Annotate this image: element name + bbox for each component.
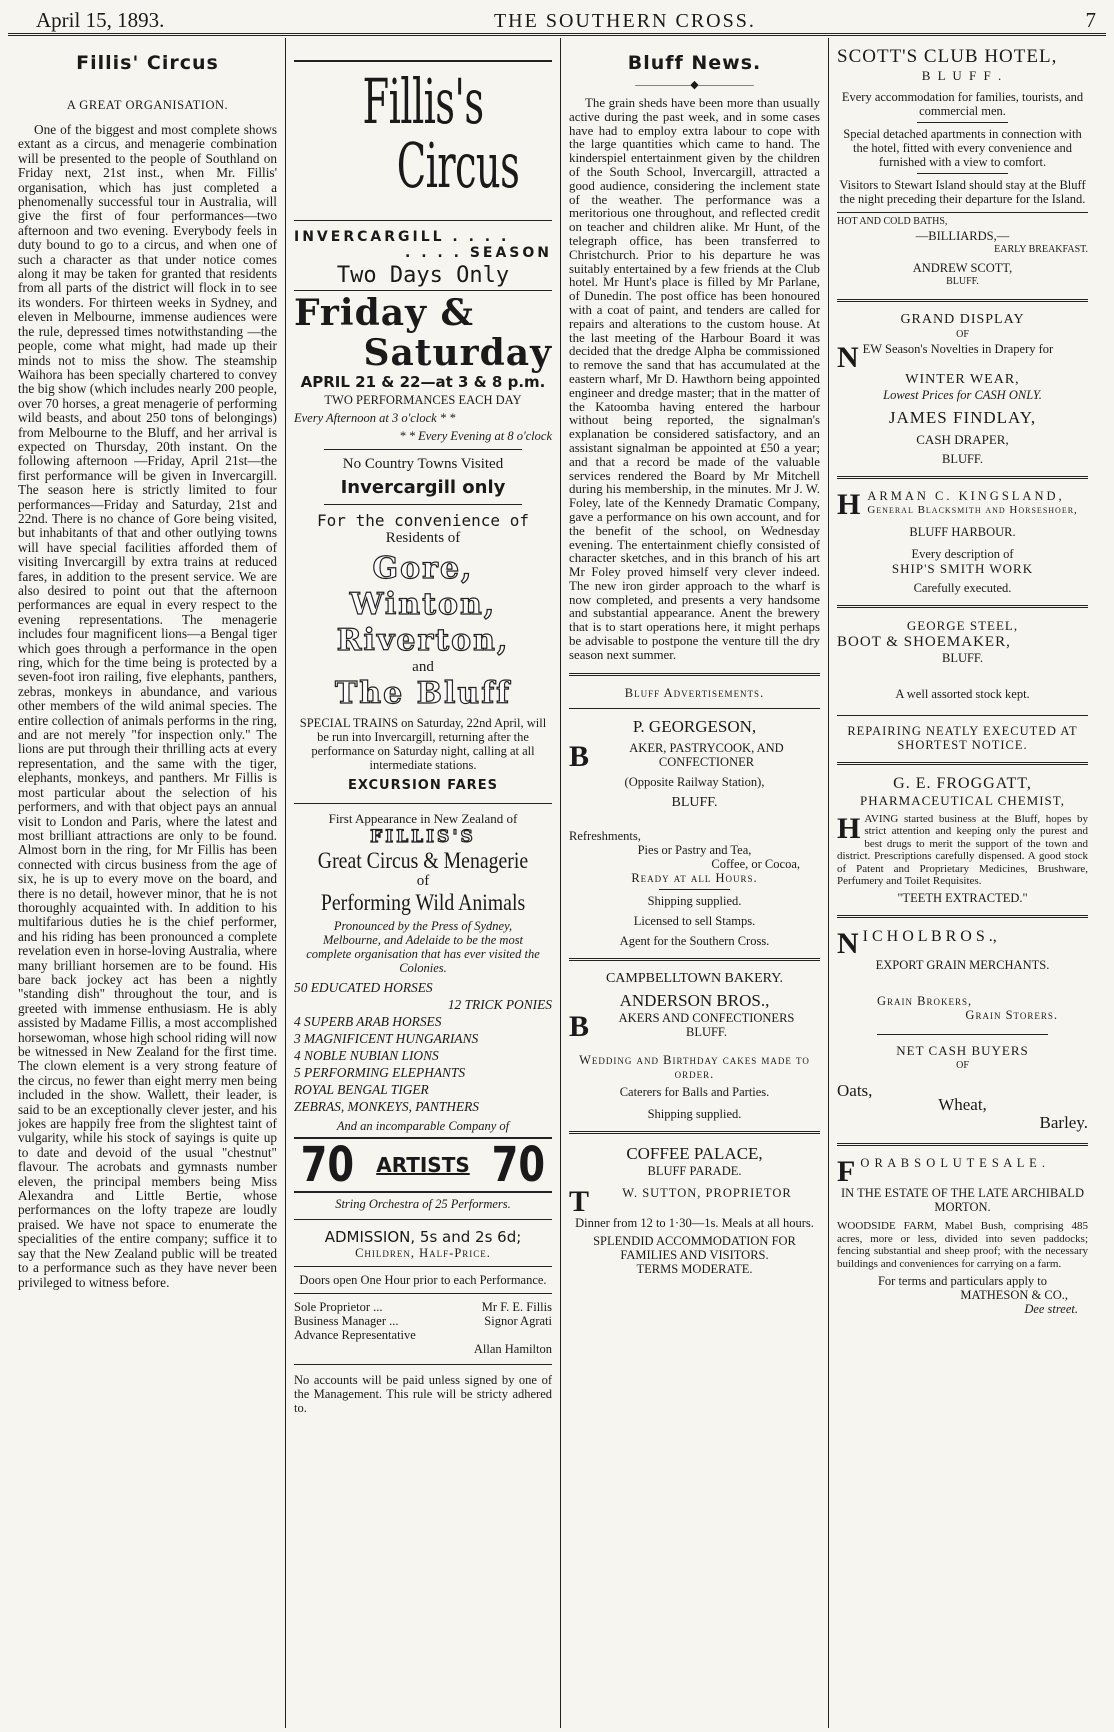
- ad-two-days: Two Days Only: [336, 263, 510, 288]
- bluff-parade: BLUFF PARADE.: [647, 1163, 742, 1178]
- teeth: "TEETH EXTRACTED.": [897, 891, 1028, 906]
- campbelltown: CAMPBELLTOWN BAKERY.: [605, 970, 784, 986]
- scotts-bluff: B L U F F .: [921, 68, 1004, 83]
- ad-seventy-right: 70: [491, 1137, 546, 1193]
- ad-children: Children, Half-Price.: [355, 1246, 491, 1260]
- sole-name: Mr F. E. Fillis: [481, 1300, 552, 1314]
- ad-special-trains: SPECIAL TRAINS on Saturday, 22nd April, will be run into Invercargill, returning after the performance on Saturday night, calling at all intermediate stations.: [299, 716, 547, 772]
- biz-label: Business Manager ...: [294, 1314, 399, 1328]
- terms-moderate: TERMS MODERATE.: [636, 1261, 753, 1276]
- ad-title-fillis: Fillis's: [362, 65, 484, 138]
- grand-of: OF: [956, 329, 969, 340]
- scotts-hotel: SCOTT'S CLUB HOTEL,: [837, 46, 1058, 67]
- james-findlay: JAMES FINDLAY,: [888, 408, 1037, 427]
- baker-dropcap: B: [569, 739, 590, 773]
- column-advertisements: [828, 38, 1096, 1728]
- harman: ARMAN C. KINGSLAND,: [867, 489, 1065, 503]
- sole-label: Sole Proprietor ...: [294, 1300, 383, 1314]
- matheson: MATHESON & CO.,: [960, 1288, 1068, 1303]
- ad-attraction-item: 4 SUPERB ARAB HORSES: [294, 1014, 442, 1029]
- ad-excursion: EXCURSION FARES: [348, 778, 498, 793]
- ad-admission: ADMISSION, 5s and 2s 6d;: [324, 1228, 522, 1246]
- anderson: ANDERSON BROS.,: [619, 990, 770, 1010]
- ad-great-circus: Great Circus & Menagerie: [317, 848, 529, 873]
- column-bluff-news: [560, 38, 828, 1728]
- winter-wear: WINTER WEAR,: [905, 372, 1020, 387]
- oats: Oats,: [837, 1081, 873, 1101]
- ad-sole-proprietor: [294, 1300, 552, 1314]
- ad-accounts: No accounts will be paid unless signed by one of the Management. This rule will be stricty adhered to.: [294, 1373, 552, 1415]
- ad-the-bluff: The Bluff: [334, 676, 512, 711]
- every-desc: Every description of: [911, 547, 1014, 561]
- grain-storers: Grain Storers.: [965, 1008, 1058, 1023]
- ad-incomparable: And an incomparable Company of: [336, 1119, 510, 1133]
- bluff-adv-heading: Bluff Advertisements.: [624, 685, 765, 700]
- georgeson-address: (Opposite Railway Station),: [624, 774, 765, 789]
- woodside: WOODSIDE FARM, Mabel Bush, comprising 485 acres, more or less, divided into seven paddocks; fencing substantial and sheep proof; with the necessary buildings and conveniences for carrying on a farm.: [837, 1220, 1088, 1270]
- ad-business-manager: [294, 1314, 552, 1328]
- ready: Ready at all Hours.: [631, 870, 758, 885]
- scotts-every: Every accommodation for families, tourists, and commercial men.: [841, 90, 1084, 118]
- ad-gore: Gore,: [372, 551, 474, 586]
- net-cash: NET CASH BUYERS: [896, 1043, 1029, 1059]
- ad-attraction-item: 3 MAGNIFICENT HUNGARIANS: [294, 1031, 479, 1046]
- george-steel: GEORGE STEEL,: [906, 618, 1019, 633]
- cash-draper: CASH DRAPER,: [916, 432, 1009, 447]
- scotts-special: Special detached apartments in connection with the hotel, fitted with every convenience and furnished with a view to comfort.: [843, 127, 1082, 169]
- ad-winton: Winton,: [349, 587, 497, 622]
- anderson-bluff: BLUFF.: [685, 1024, 728, 1039]
- masthead: [8, 6, 1106, 36]
- net-of: OF: [956, 1060, 969, 1072]
- ad-fillis: FILLIS'S: [370, 827, 476, 847]
- sutton: W. SUTTON, PROPRIETOR: [622, 1185, 792, 1200]
- shipping: Shipping supplied.: [647, 893, 742, 908]
- anderson-trade: AKERS AND CONFECTIONERS: [618, 1010, 795, 1025]
- ad-attraction-item: 4 NOBLE NUBIAN LIONS: [294, 1048, 439, 1063]
- bluff-news-headline: Bluff News.: [627, 52, 762, 74]
- article-subhead: A GREAT ORGANISATION.: [66, 98, 229, 112]
- ornament: —————◆—————: [635, 79, 754, 91]
- sutton-dropcap: T: [569, 1184, 591, 1218]
- ad-invercargill: INVERCARGILL . . . .: [294, 229, 510, 245]
- ad-dates: APRIL 21 & 22—at 3 & 8 p.m.: [300, 373, 546, 391]
- scotts-billiards: —BILLIARDS,—: [915, 229, 1010, 243]
- bakers-dropcap: B: [569, 1009, 590, 1043]
- new-dropcap: N: [837, 341, 859, 374]
- georgeson-bluff: BLUFF.: [671, 794, 718, 810]
- ad-advance-name: Allan Hamilton: [473, 1342, 552, 1356]
- columns: [10, 38, 1106, 1728]
- estate: IN THE ESTATE OF THE LATE ARCHIBALD MORTON.: [841, 1186, 1084, 1215]
- assorted-stock: A well assorted stock kept.: [895, 687, 1030, 701]
- ships-smith: SHIP'S SMITH WORK: [891, 561, 1034, 576]
- ad-two-performances: TWO PERFORMANCES EACH DAY: [324, 393, 522, 407]
- georgeson-name: P. GEORGESON,: [632, 716, 757, 736]
- export-grain: EXPORT GRAIN MERCHANTS.: [875, 958, 1050, 973]
- general-blacksmith: General Blacksmith and Horseshoer,: [867, 504, 1078, 516]
- ad-attraction-item: ROYAL BENGAL TIGER: [294, 1082, 429, 1097]
- ad-convenience: For the convenience of: [317, 511, 529, 530]
- andrew-bluff: BLUFF.: [946, 276, 979, 287]
- ad-friday: Friday &: [294, 292, 475, 334]
- ad-seventy-left: 70: [300, 1137, 355, 1193]
- ad-saturday: Saturday: [363, 332, 552, 374]
- refreshments: Refreshments,: [569, 828, 641, 843]
- circus-advertisement: [294, 60, 552, 1415]
- ad-invercargill-only: Invercargill only: [340, 477, 506, 498]
- ad-no-country: No Country Towns Visited: [342, 456, 504, 472]
- ad-of: of: [416, 873, 430, 889]
- andrew-scott: ANDREW SCOTT,: [912, 261, 1013, 275]
- issue-date: April 15, 1893.: [36, 8, 165, 32]
- nichol-dropcap: N: [837, 927, 859, 961]
- coffee-palace: COFFEE PALACE,: [626, 1143, 763, 1163]
- terms-apply: For terms and particulars apply to: [877, 1274, 1048, 1289]
- ad-riverton: Riverton,: [336, 623, 510, 658]
- column-fillis-article: [10, 38, 285, 1728]
- grain-brokers: Grain Brokers,: [877, 994, 973, 1009]
- wedding: Wedding and Birthday cakes made to order.: [579, 1052, 810, 1081]
- froggatt-text: AVING started business at the Bluff, hopes by strict attention and keeping only the purest and best drugs to merit the support of the town and district. Prescriptions carefully dispensed. A good stock of Patent and Proprietary Medicines, Brushware, Perfumery and Toilet Requisites.: [837, 813, 1088, 888]
- pies: Pies or Pastry and Tea,: [637, 842, 752, 857]
- ad-attraction-item: 50 EDUCATED HORSES: [294, 980, 433, 995]
- shipping2: Shipping supplied.: [647, 1106, 742, 1121]
- boot-shoemaker: BOOT & SHOEMAKER,: [837, 634, 1011, 650]
- forsale: O R A B S O L U T E S A L E .: [860, 1156, 1046, 1171]
- ad-doors: Doors open One Hour prior to each Performance.: [299, 1273, 547, 1287]
- georgeson-trade: AKER, PASTRYCOOK, AND CONFECTIONER: [629, 740, 784, 769]
- ad-pronounced: Pronounced by the Press of Sydney, Melbourne, and Adelaide to be the most complete organisation that has ever visited the Colonies.: [306, 919, 540, 975]
- lowest-prices: Lowest Prices for CASH ONLY.: [883, 388, 1042, 402]
- chemist: PHARMACEUTICAL CHEMIST,: [859, 793, 1065, 808]
- dinner: Dinner from 12 to 1·30—1s. Meals at all hours.: [575, 1215, 814, 1230]
- scotts-baths: HOT AND COLD BATHS,: [837, 216, 948, 227]
- new-season: EW Season's Novelties in Drapery for: [862, 342, 1054, 356]
- ad-evening: * * Every Evening at 8 o'clock: [399, 429, 552, 443]
- findlay-bluff: BLUFF.: [941, 452, 984, 466]
- article-headline: Fillis' Circus: [76, 52, 219, 74]
- repairing: REPAIRING NEATLY EXECUTED AT SHORTEST NOTICE.: [847, 724, 1078, 752]
- barley: Barley.: [1039, 1113, 1088, 1133]
- ad-performing: Performing Wild Animals: [320, 890, 526, 915]
- coffee: Coffee, or Cocoa,: [711, 856, 800, 871]
- agent: Agent for the Southern Cross.: [619, 933, 770, 948]
- ad-season: . . . . SEASON: [405, 245, 552, 261]
- steel-bluff: BLUFF.: [941, 651, 984, 665]
- newspaper-title: THE SOUTHERN CROSS.: [493, 10, 756, 32]
- page-number: 7: [1085, 8, 1096, 32]
- ad-attraction-item: 12 TRICK PONIES: [447, 997, 552, 1012]
- dee-street: Dee street.: [1024, 1302, 1078, 1317]
- ad-orchestra: String Orchestra of 25 Performers.: [335, 1197, 511, 1211]
- splendid: SPLENDID ACCOMMODATION FOR FAMILIES AND VISITORS.: [593, 1233, 796, 1262]
- wheat: Wheat,: [938, 1095, 987, 1115]
- having-dropcap: H: [837, 812, 861, 845]
- scotts-breakfast: EARLY BREAKFAST.: [994, 244, 1088, 255]
- column-circus-ad: [285, 38, 560, 1728]
- licensed: Licensed to sell Stamps.: [633, 913, 756, 928]
- ad-residents: Residents of: [385, 530, 461, 546]
- forsale-dropcap: F: [837, 1155, 857, 1189]
- ad-attractions-list: [294, 979, 552, 1115]
- ad-title-circus: Circus: [396, 129, 520, 202]
- ad-attraction-item: ZEBRAS, MONKEYS, PANTHERS: [294, 1099, 479, 1114]
- grand-display: GRAND DISPLAY: [900, 312, 1025, 327]
- caterers: Caterers for Balls and Parties.: [619, 1084, 770, 1099]
- carefully: Carefully executed.: [913, 581, 1012, 595]
- biz-name: Signor Agrati: [484, 1314, 552, 1328]
- bluff-harbour: BLUFF HARBOUR.: [909, 525, 1016, 539]
- nichol-bros: I C H O L B R O S .,: [862, 928, 997, 946]
- scotts-visitors: Visitors to Stewart Island should stay at the Bluff the night preceding their departure for the Island.: [839, 178, 1086, 206]
- ad-seventy-artists: [294, 1137, 552, 1193]
- ad-artists: ARTISTS: [376, 1153, 470, 1177]
- bluff-news-body: The grain sheds have been more than usually active during the past week, and in some cases have had to employ extra labour to cope with the large quantities which came to hand. The kinderspiel entertainment given by the children of the South School, Invercargill, attracted a good audience, considering the inclement state of the weather. The performance was a meritorious one throughout, and reflected credit on teacher and children alike. Mr Hunt, of the telegraph office, has been transferred to Christchurch. Prior to his departure he was suitably entertained by a few friends at the Club hotel. Mr Hunt's place is filled by Mr Parlane, of Dunedin. The post office has been honoured with a coat of paint, and tenders are called for repairs and alterations to the custom house. At the last meeting of the Harbour Board it was decided that the dredge Alpha be commissioned to remove the sand that has accumulated at the eastern wharf, Mr D. Hawthorn being appointed engineer and dredge master; that in the matter of the Katoomba having entered the harbour without being reported, the signalman's explanation be considered satisfactory, and an assistant signalman be appointed at £50 a year; and that a record be made of the valuable services rendered the Board by Mr Mitchell during his membership, in the minutes. Mr J. W. Foley, late of the Kennedy Dramatic Company, gave a performance on his own account, and for the benefit of the school, on Wednesday evening. The entertainment chiefly consisted of character sketches, and in this branch of his art Mr Foley proved himself very clever indeed. The new iron girder approach to the wharf is now completed, and presents a very handsome and substantial appearance. Anent the brewery that is to start operations here, it might perhaps be advisable to postpone the venture till the dry season next summer.: [569, 96, 820, 662]
- froggatt: G. E. FROGGATT,: [893, 775, 1032, 792]
- article-body: One of the biggest and most complete shows extant as a circus, and menagerie combination will be presented to the people of Southland on Friday next, 21st inst., when Mr. Fillis' organisation, which has just completed a phenomenally successful tour in Australia, will give the first of four performances—two afternoon and two evening. Everybody feels in duty bound to go to a circus, and when one of such a character as that under notice comes along it may be taken for granted that residents from all parts of the district will flock in to see its wonders. For thirteen weeks in Sydney, and eleven in Melbourne, immense audiences were the rule, depressed times notwithstanding —the people, come what might, had made up their minds not to miss the show. The steamship Waihora has been specially chartered to convey the big show (which includes nearly 200 people, over 70 horses, a great menagerie of performing wild beasts, and about 250 tons of belongings) from Melbourne to the Bluff, and her arrival is expected on Thursday, 20th instant. On the following afternoon —Friday, April 21st—the first performance will be given in Invercargill. The season here is strictly limited to four performances—Friday and Saturday, 21st and 22nd. There is no chance of Gore being visited, but inhabitants of that and other outlying towns will have special facilities afforded them of visiting Invercargill by extra trains at reduced fares, in addition to the present service. We are also desired to point out that the afternoon performances are equal in every respect to the evening representations. The menagerie includes four magnificent lions—a Bengal tiger which goes through a performance in the open ring, which for the time being is protected by a seven-foot iron railing, five elephants, panthers, zebras, monkeys in abundance, and various other members of the wild animal species. The entire collection of animals performs in the ring, and are not merely "for inspection only." The lions are put through their thrilling acts at every representation, and the same with the tiger, elephants, monkeys, and panthers. Mr Fillis is most particular about the selection of his performers, and with that object pays an annual visit to London and Paris, where the latest and most brilliant attractions are only to be found. Almost born in the ring, for Mr Fillis has been connected with circus business from the age of six, he is up to every move on the board, and there is no detail, however minor, that he is not thoroughly acquainted with. In addition to his multifarious duties he is the chief performer, and his riding has been pronounced a complete revelation even in horse-loving Australia, where many brilliant horsemen are to be found. His bare back jockey act has been a nightly "standing dish" throughout the tour, and is greeted with immense enthusiasm. He is ably assisted by Madame Fillis, a most accomplished horsewoman, whose high school riding will now be witnessed in New Zealand for the first time. The clown element is a very strong feature of the circus, no fewer than eight merry men being included in the show. Wallett, their leader, is said to be an exceptionally clever jester, and his jokes are happily free from the slightest taint of vulgarity, while his stock of sayings is quite up to date and devoid of the usual "chestnut" flavour. The acrobats and gymnasts number eleven, the principal members being Miss Alexandra and Little Bertie, whose performances on the lofty trapeze are loudly praised. We have not space to enumerate the specialities of the entire company; suffice it to say that the New Zealand public will be treated to a performance such as they have never been privileged to witness before.: [18, 122, 277, 1290]
- ad-afternoon: Every Afternoon at 3 o'clock * *: [294, 411, 456, 425]
- ad-first-appearance: First Appearance in New Zealand of: [328, 811, 518, 826]
- harman-dropcap: H: [837, 488, 864, 521]
- ad-advance: Advance Representative: [294, 1328, 416, 1342]
- ad-and: and: [412, 659, 434, 675]
- ad-attraction-item: 5 PERFORMING ELEPHANTS: [294, 1065, 466, 1080]
